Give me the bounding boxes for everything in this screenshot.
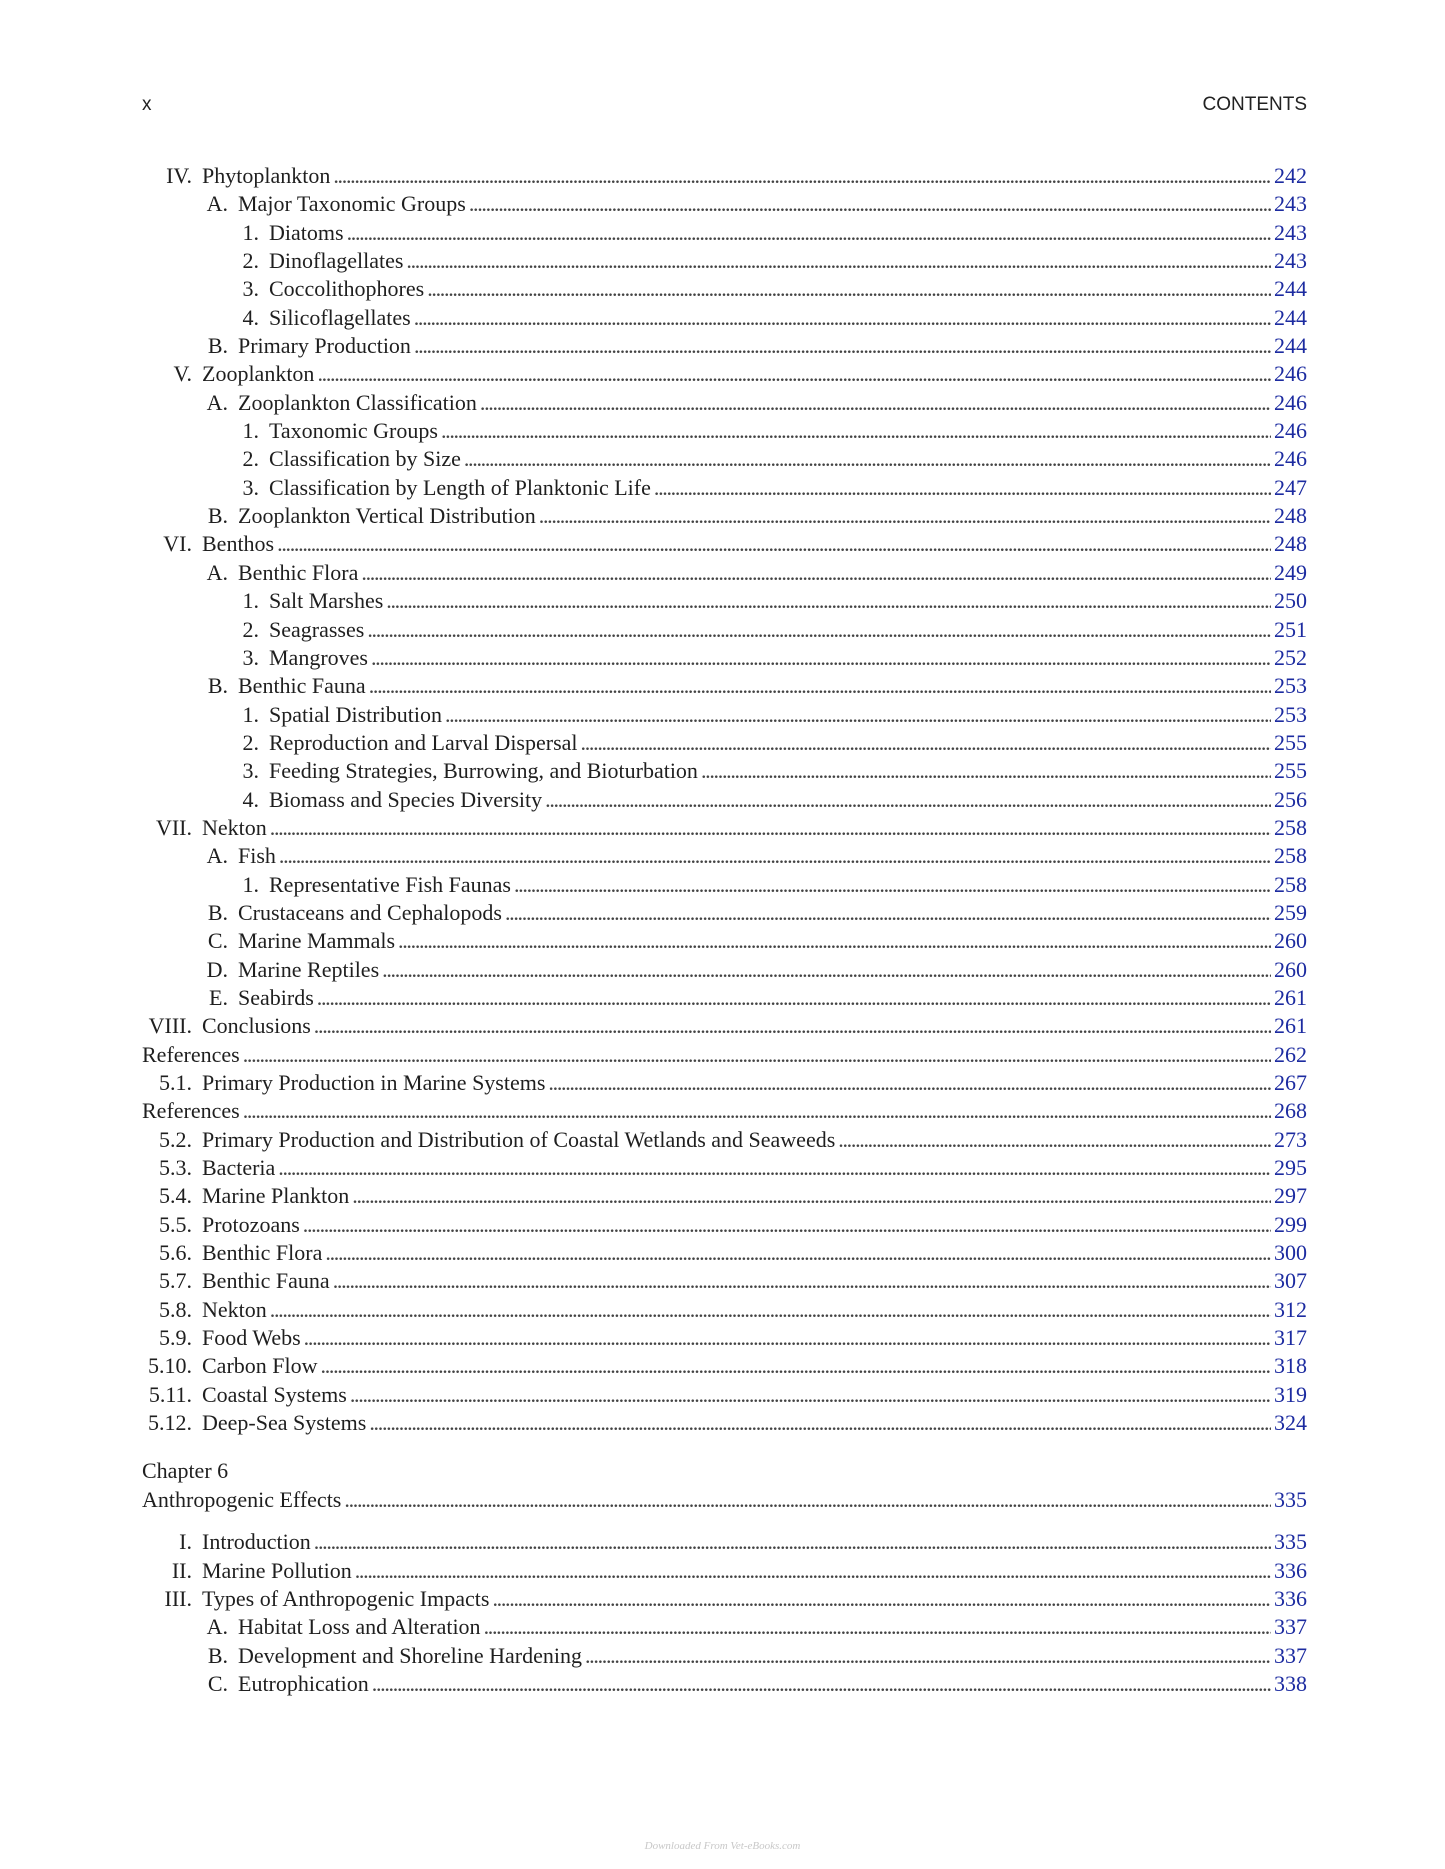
- entry-title: Reproduction and Larval Dispersal: [269, 729, 578, 755]
- page-number-roman: x: [142, 94, 152, 115]
- entry-page-link[interactable]: 319: [1274, 1381, 1307, 1407]
- toc-entry[interactable]: [142, 1211, 1307, 1239]
- entry-number: VII.: [155, 814, 192, 840]
- entry-number: 5.6.: [159, 1240, 192, 1266]
- dot-leader: [317, 360, 1271, 388]
- entry-number: 5.9.: [159, 1325, 192, 1351]
- toc-entry[interactable]: [142, 1324, 1307, 1352]
- entry-title: Coccolithophores: [269, 276, 425, 302]
- entry-page-link[interactable]: 246: [1274, 446, 1307, 472]
- entry-page-link[interactable]: 247: [1274, 474, 1307, 500]
- entry-number: 3.: [242, 758, 259, 784]
- entry-title: Diatoms: [269, 219, 344, 245]
- entry-number: 5.1.: [159, 1070, 192, 1095]
- entry-title: Fish: [238, 843, 276, 869]
- toc-entry[interactable]: [142, 1352, 1307, 1380]
- dot-leader: [492, 1585, 1271, 1613]
- entry-page-link[interactable]: 258: [1274, 871, 1307, 897]
- entry-number: III.: [164, 1585, 192, 1611]
- entry-title: Marine Pollution: [202, 1557, 352, 1583]
- entry-page-link[interactable]: 336: [1274, 1585, 1307, 1611]
- entry-number: A.: [206, 843, 228, 869]
- dot-leader: [398, 927, 1271, 955]
- chapter-title-entry[interactable]: [142, 1486, 1307, 1514]
- entry-page-link[interactable]: 300: [1274, 1240, 1307, 1266]
- entry-title: Classification by Size: [269, 446, 461, 472]
- dot-leader: [427, 275, 1271, 303]
- entry-title: Representative Fish Faunas: [269, 871, 511, 897]
- dot-leader: [469, 190, 1271, 218]
- toc-section-chapter-6: [142, 1528, 1307, 1698]
- entry-title: Introduction: [202, 1529, 311, 1555]
- entry-page-link[interactable]: 243: [1274, 191, 1307, 217]
- entry-page-link[interactable]: 248: [1274, 531, 1307, 557]
- dot-leader: [317, 984, 1271, 1012]
- entry-number: 1.: [242, 588, 259, 614]
- entry-page-link[interactable]: 255: [1274, 758, 1307, 784]
- entry-page-link[interactable]: 312: [1274, 1296, 1307, 1322]
- dot-leader: [581, 729, 1271, 757]
- toc-entry[interactable]: [142, 1670, 1307, 1698]
- dot-leader: [279, 842, 1271, 870]
- entry-title: Zooplankton Vertical Distribution: [238, 503, 536, 529]
- dot-leader: [314, 1012, 1271, 1040]
- entry-page-link[interactable]: 251: [1274, 616, 1307, 642]
- dot-leader: [701, 757, 1271, 785]
- entry-page-link[interactable]: 260: [1274, 956, 1307, 982]
- dot-leader: [352, 1182, 1271, 1210]
- toc-entry[interactable]: [142, 956, 1307, 984]
- entry-title: Zooplankton: [202, 361, 315, 387]
- table-of-contents: [142, 162, 1307, 1698]
- entry-number: VI.: [163, 531, 192, 557]
- entry-title: Zooplankton Classification: [238, 389, 477, 415]
- toc-entry[interactable]: [142, 1381, 1307, 1409]
- dot-leader: [654, 474, 1271, 502]
- toc-entry[interactable]: [142, 672, 1307, 700]
- entry-page-link[interactable]: 243: [1274, 248, 1307, 274]
- dot-leader: [505, 899, 1271, 927]
- entry-title: Eutrophication: [238, 1670, 369, 1696]
- toc-entry[interactable]: [142, 644, 1307, 672]
- dot-leader: [347, 219, 1271, 247]
- running-header: CONTENTS: [1202, 94, 1307, 115]
- entry-page-link[interactable]: 268: [1274, 1098, 1307, 1124]
- dot-leader: [414, 304, 1271, 332]
- entry-number: D.: [206, 956, 228, 982]
- dot-leader: [321, 1352, 1272, 1380]
- entry-title: Taxonomic Groups: [269, 418, 438, 444]
- entry-number: 3.: [242, 474, 259, 500]
- toc-entry[interactable]: [142, 162, 1307, 190]
- entry-title: Benthic Fauna: [202, 1268, 330, 1294]
- entry-page-link[interactable]: 246: [1274, 418, 1307, 444]
- dot-leader: [314, 1528, 1271, 1556]
- entry-number: IV.: [166, 163, 192, 188]
- chapter-label: Chapter 6: [142, 1458, 229, 1484]
- toc-entry[interactable]: [142, 1069, 1307, 1097]
- entry-number: 1.: [242, 871, 259, 897]
- toc-entry[interactable]: [142, 1585, 1307, 1613]
- entry-page-link[interactable]: 253: [1274, 673, 1307, 699]
- dot-leader: [372, 1670, 1271, 1698]
- entry-title: Protozoans: [202, 1211, 300, 1237]
- entry-number: 1.: [242, 701, 259, 727]
- toc-entry[interactable]: [142, 814, 1307, 842]
- toc-entry[interactable]: [142, 559, 1307, 587]
- toc-entry[interactable]: [142, 275, 1307, 303]
- toc-entry[interactable]: [142, 360, 1307, 388]
- entry-title: Carbon Flow: [202, 1353, 318, 1379]
- toc-entry[interactable]: [142, 757, 1307, 785]
- toc-entry[interactable]: [142, 1097, 1307, 1125]
- dot-leader: [350, 1381, 1271, 1409]
- dot-leader: [548, 1069, 1271, 1097]
- entry-number: B.: [207, 503, 228, 529]
- dot-leader: [278, 1154, 1271, 1182]
- entry-number: A.: [206, 389, 228, 415]
- entry-title: Seabirds: [238, 984, 314, 1010]
- toc-entry[interactable]: [142, 247, 1307, 275]
- entry-page-link[interactable]: 244: [1274, 333, 1307, 359]
- toc-entry[interactable]: [142, 984, 1307, 1012]
- toc-section-chapter-5: [142, 162, 1307, 1437]
- toc-entry[interactable]: [142, 1239, 1307, 1267]
- entry-title: Silicoflagellates: [269, 304, 411, 330]
- entry-page-link[interactable]: 338: [1274, 1670, 1307, 1696]
- entry-number: C.: [207, 928, 228, 954]
- dot-leader: [414, 332, 1271, 360]
- entry-number: B.: [207, 1642, 228, 1668]
- toc-entry[interactable]: [142, 871, 1307, 899]
- toc-entry[interactable]: [142, 190, 1307, 218]
- toc-entry[interactable]: [142, 1012, 1307, 1040]
- entry-page-link[interactable]: 337: [1274, 1642, 1307, 1668]
- entry-number: 5.3.: [159, 1155, 192, 1181]
- entry-title: Marine Plankton: [202, 1183, 350, 1209]
- dot-leader: [243, 1097, 1271, 1125]
- chapter-spacer: [142, 1437, 1307, 1457]
- entry-page-link[interactable]: 336: [1274, 1557, 1307, 1583]
- entry-page-link[interactable]: 250: [1274, 588, 1307, 614]
- entry-number: 5.10.: [148, 1353, 192, 1379]
- dot-leader: [585, 1642, 1271, 1670]
- entry-number: 2.: [242, 616, 259, 642]
- entry-number: B.: [207, 673, 228, 699]
- entry-title: Types of Anthropogenic Impacts: [202, 1585, 490, 1611]
- toc-entry[interactable]: [142, 1528, 1307, 1556]
- entry-number: A.: [206, 559, 228, 585]
- entry-page-link[interactable]: 299: [1274, 1211, 1307, 1237]
- entry-page-link[interactable]: 307: [1274, 1268, 1307, 1294]
- entry-title: Habitat Loss and Alteration: [238, 1614, 481, 1640]
- dot-leader: [303, 1211, 1271, 1239]
- dot-leader: [270, 814, 1271, 842]
- toc-entry[interactable]: [142, 842, 1307, 870]
- toc-entry[interactable]: [142, 701, 1307, 729]
- entry-page-link[interactable]: 317: [1274, 1325, 1307, 1351]
- toc-entry[interactable]: [142, 1182, 1307, 1210]
- entry-number: 5.11.: [148, 1381, 192, 1407]
- entry-number: C.: [207, 1670, 228, 1696]
- dot-leader: [838, 1126, 1271, 1154]
- entry-number: 2.: [242, 446, 259, 472]
- entry-number: 1.: [242, 219, 259, 245]
- toc-entry[interactable]: [142, 1409, 1307, 1437]
- dot-leader: [333, 162, 1271, 190]
- dot-leader: [484, 1613, 1271, 1641]
- entry-title: Salt Marshes: [269, 588, 384, 614]
- dot-leader: [464, 445, 1271, 473]
- entry-page-link[interactable]: 255: [1274, 729, 1307, 755]
- entry-title: References: [142, 1098, 240, 1124]
- entry-page-link[interactable]: 258: [1274, 814, 1307, 840]
- entry-title: Biomass and Species Diversity: [269, 786, 543, 812]
- dot-leader: [355, 1557, 1271, 1585]
- entry-page-link[interactable]: 259: [1274, 899, 1307, 925]
- entry-number: V.: [173, 361, 192, 387]
- entry-page-link[interactable]: 242: [1274, 163, 1307, 188]
- entry-title: Development and Shoreline Hardening: [238, 1642, 582, 1668]
- entry-page-link[interactable]: 261: [1274, 1013, 1307, 1039]
- toc-entry[interactable]: [142, 332, 1307, 360]
- toc-entry[interactable]: [142, 530, 1307, 558]
- dot-leader: [304, 1324, 1271, 1352]
- entry-title: Major Taxonomic Groups: [238, 191, 466, 217]
- entry-number: VIII.: [148, 1013, 192, 1039]
- entry-page-link[interactable]: 297: [1274, 1183, 1307, 1209]
- entry-title: Benthic Fauna: [238, 673, 366, 699]
- toc-entry[interactable]: [142, 729, 1307, 757]
- entry-number: I.: [179, 1529, 192, 1555]
- entry-page-link[interactable]: 261: [1274, 984, 1307, 1010]
- entry-page-link[interactable]: 252: [1274, 644, 1307, 670]
- dot-leader: [386, 587, 1271, 615]
- entry-page-link[interactable]: 262: [1274, 1041, 1307, 1067]
- toc-entry[interactable]: [142, 445, 1307, 473]
- entry-number: 3.: [242, 276, 259, 302]
- entry-page-link[interactable]: 335: [1274, 1529, 1307, 1555]
- dot-leader: [480, 389, 1271, 417]
- entry-number: 4.: [242, 786, 259, 812]
- entry-title: Conclusions: [202, 1013, 311, 1039]
- toc-entry[interactable]: [142, 219, 1307, 247]
- dot-leader: [361, 559, 1271, 587]
- entry-page-link[interactable]: 260: [1274, 928, 1307, 954]
- entry-title: Crustaceans and Cephalopods: [238, 899, 502, 925]
- entry-number: 5.8.: [159, 1296, 192, 1322]
- entry-page-link[interactable]: 249: [1274, 559, 1307, 585]
- watermark-footer: Downloaded From Vet-eBooks.com: [644, 1840, 801, 1852]
- dot-leader: [325, 1239, 1271, 1267]
- dot-leader: [243, 1041, 1271, 1069]
- entry-title: References: [142, 1041, 240, 1067]
- entry-number: 2.: [242, 729, 259, 755]
- entry-number: B.: [207, 333, 228, 359]
- toc-entry[interactable]: [142, 502, 1307, 530]
- entry-title: Coastal Systems: [202, 1381, 347, 1407]
- entry-number: 5.2.: [159, 1126, 192, 1152]
- dot-leader: [539, 502, 1271, 530]
- entry-number: 5.4.: [159, 1183, 192, 1209]
- toc-entry[interactable]: [142, 1267, 1307, 1295]
- entry-number: 5.7.: [159, 1268, 192, 1294]
- dot-leader: [369, 672, 1271, 700]
- entry-title: Seagrasses: [269, 616, 365, 642]
- entry-page-link[interactable]: 273: [1274, 1126, 1307, 1152]
- toc-entry[interactable]: [142, 1557, 1307, 1585]
- entry-page-link[interactable]: 318: [1274, 1353, 1307, 1379]
- dot-leader: [369, 1409, 1271, 1437]
- entry-title: Primary Production in Marine Systems: [202, 1070, 546, 1095]
- toc-entry[interactable]: [142, 616, 1307, 644]
- entry-title: Benthic Flora: [238, 559, 359, 585]
- entry-title: Phytoplankton: [202, 163, 331, 188]
- chapter-page-link[interactable]: 335: [1274, 1486, 1307, 1512]
- entry-title: Bacteria: [202, 1155, 276, 1181]
- toc-entry[interactable]: [142, 1041, 1307, 1069]
- entry-title: Nekton: [202, 814, 267, 840]
- toc-entry[interactable]: [142, 1126, 1307, 1154]
- toc-entry[interactable]: [142, 899, 1307, 927]
- entry-title: Mangroves: [269, 644, 368, 670]
- toc-entry[interactable]: [142, 1296, 1307, 1324]
- entry-page-link[interactable]: 258: [1274, 843, 1307, 869]
- entry-title: Food Webs: [202, 1325, 301, 1351]
- entry-page-link[interactable]: 324: [1274, 1410, 1307, 1436]
- entry-number: 5.5.: [159, 1211, 192, 1237]
- entry-number: A.: [206, 1614, 228, 1640]
- entry-number: 2.: [242, 248, 259, 274]
- entry-number: 3.: [242, 644, 259, 670]
- entry-title: Spatial Distribution: [269, 701, 442, 727]
- entry-page-link[interactable]: 246: [1274, 389, 1307, 415]
- entry-page-link[interactable]: 246: [1274, 361, 1307, 387]
- entry-number: 1.: [242, 418, 259, 444]
- dot-leader: [371, 644, 1271, 672]
- entry-page-link[interactable]: 244: [1274, 276, 1307, 302]
- entry-title: Dinoflagellates: [269, 248, 404, 274]
- dot-leader: [277, 530, 1271, 558]
- dot-leader: [333, 1267, 1271, 1295]
- entry-page-link[interactable]: 337: [1274, 1614, 1307, 1640]
- entry-page-link[interactable]: 256: [1274, 786, 1307, 812]
- dot-leader: [367, 616, 1271, 644]
- chapter-title: Anthropogenic Effects: [142, 1486, 342, 1512]
- toc-entry[interactable]: [142, 786, 1307, 814]
- entry-number: B.: [207, 899, 228, 925]
- entry-title: Marine Mammals: [238, 928, 396, 954]
- entry-title: Benthic Flora: [202, 1240, 323, 1266]
- toc-entry[interactable]: [142, 927, 1307, 955]
- dot-leader: [406, 247, 1271, 275]
- toc-entry[interactable]: [142, 389, 1307, 417]
- entry-page-link[interactable]: 253: [1274, 701, 1307, 727]
- entry-page-link[interactable]: 244: [1274, 304, 1307, 330]
- entry-title: Classification by Length of Planktonic Life: [269, 474, 651, 500]
- entry-page-link[interactable]: 295: [1274, 1155, 1307, 1181]
- entry-page-link[interactable]: 243: [1274, 219, 1307, 245]
- chapter-title-spacer: [142, 1514, 1307, 1528]
- entry-number: 4.: [242, 304, 259, 330]
- entry-page-link[interactable]: 248: [1274, 503, 1307, 529]
- dot-leader: [514, 871, 1271, 899]
- entry-title: Primary Production and Distribution of Coastal Wetlands and Seaweeds: [202, 1126, 836, 1152]
- toc-entry[interactable]: [142, 474, 1307, 502]
- entry-page-link[interactable]: 267: [1274, 1070, 1307, 1095]
- entry-title: Feeding Strategies, Burrowing, and Bioturbation: [269, 758, 698, 784]
- toc-entry[interactable]: [142, 1613, 1307, 1641]
- dot-leader: [344, 1486, 1271, 1514]
- entry-number: A.: [206, 191, 228, 217]
- toc-entry[interactable]: [142, 304, 1307, 332]
- entry-title: Primary Production: [238, 333, 411, 359]
- toc-entry[interactable]: [142, 1154, 1307, 1182]
- entry-number: 5.12.: [148, 1410, 192, 1436]
- toc-entry[interactable]: [142, 1642, 1307, 1670]
- toc-entry[interactable]: [142, 417, 1307, 445]
- entry-title: Benthos: [202, 531, 275, 557]
- entry-title: Nekton: [202, 1296, 267, 1322]
- dot-leader: [545, 786, 1271, 814]
- dot-leader: [270, 1296, 1271, 1324]
- dot-leader: [382, 956, 1271, 984]
- dot-leader: [441, 417, 1271, 445]
- entry-title: Deep-Sea Systems: [202, 1410, 367, 1436]
- entry-number: E.: [209, 984, 228, 1010]
- entry-title: Marine Reptiles: [238, 956, 380, 982]
- entry-number: II.: [171, 1557, 192, 1583]
- toc-entry[interactable]: [142, 587, 1307, 615]
- dot-leader: [445, 701, 1271, 729]
